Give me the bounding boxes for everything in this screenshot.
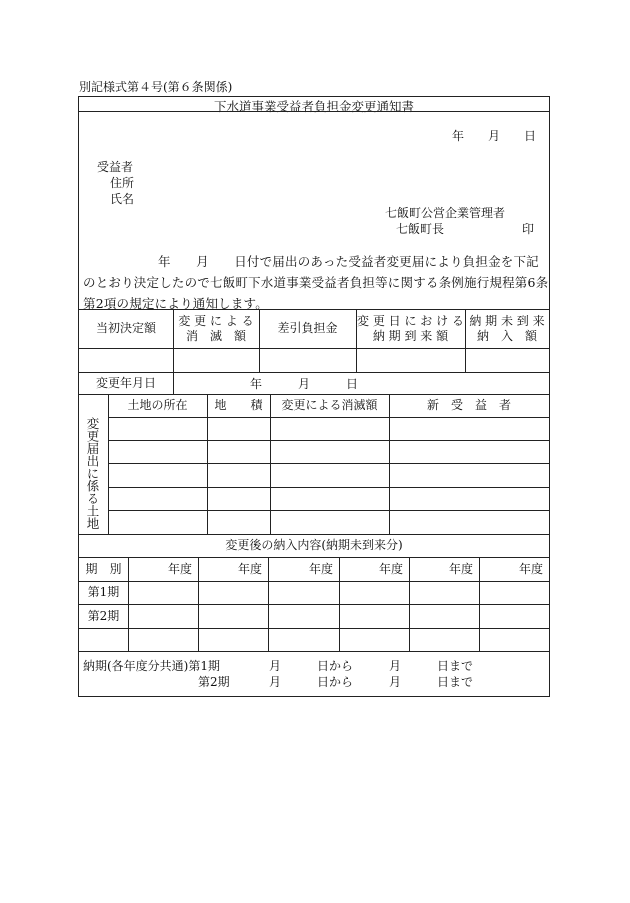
header-extinguished-line1: 変 更 に よ る bbox=[178, 313, 254, 328]
due-period-label bbox=[83, 660, 220, 672]
header-initial-amount: 当初決定額 bbox=[95, 321, 156, 335]
form-number: 別記様式第４号(第６条関係) bbox=[79, 80, 233, 94]
due-period-title: 納期(各年度分共通) bbox=[83, 659, 189, 673]
header-balance: 差引負担金 bbox=[277, 321, 338, 335]
notice-form bbox=[78, 96, 550, 697]
year-label: 年度 bbox=[308, 561, 333, 576]
header-unpaid-line1: 納 期 未 到 来 bbox=[469, 313, 545, 328]
date-line: 年 月 日 bbox=[452, 129, 537, 143]
rule bbox=[108, 440, 549, 441]
year-label: 年度 bbox=[518, 561, 543, 576]
land-header-extinguished: 変更による消滅額 bbox=[281, 398, 378, 412]
issuer-name: 七飯町長 bbox=[396, 222, 445, 236]
recipient-address: 住所 bbox=[110, 176, 135, 190]
issuer-title: 七飯町公営企業管理者 bbox=[385, 206, 506, 220]
year-label: 年度 bbox=[448, 561, 473, 576]
year-label: 年度 bbox=[237, 561, 262, 576]
header-due-line2: 納 期 到 来 額 bbox=[372, 328, 449, 343]
recipient-name: 氏名 bbox=[110, 192, 135, 206]
land-header-new-beneficiary: 新 受 益 者 bbox=[426, 398, 511, 412]
rule bbox=[79, 651, 549, 652]
header-extinguished-amount bbox=[173, 309, 259, 348]
header-extinguished-line2: 消 滅 額 bbox=[185, 328, 246, 343]
change-date-label: 変更年月日 bbox=[95, 375, 156, 390]
due-period-row1-label: 第1期 bbox=[188, 659, 221, 673]
schedule-title: 変更後の納入内容(納期未到来分) bbox=[225, 538, 403, 552]
rule bbox=[108, 417, 549, 418]
rule bbox=[108, 487, 549, 488]
change-date-value: 年 月 日 bbox=[250, 377, 359, 391]
rule bbox=[79, 348, 549, 349]
notice-body: 年 月 日付で届出のあった受益者変更届により負担金を下記のとおり決定したので七飯町下水道事業受益者負担等に関する条例施行規程第6条第2項の規定により通知します。 bbox=[83, 254, 549, 311]
recipient-label: 受益者 bbox=[97, 160, 134, 174]
due-period-row2-label: 第2期 bbox=[198, 675, 230, 689]
period-row-label: 第2期 bbox=[87, 608, 120, 623]
title-rule bbox=[79, 111, 549, 112]
land-header-area: 地 積 bbox=[214, 398, 263, 412]
rule bbox=[173, 372, 174, 394]
header-due-line1: 変 更 日 に お け る bbox=[357, 313, 464, 328]
period-row-label: 第1期 bbox=[87, 585, 120, 599]
period-label: 期 別 bbox=[85, 561, 122, 576]
seal-mark: 印 bbox=[522, 222, 535, 236]
rule bbox=[108, 510, 549, 511]
year-label: 年度 bbox=[167, 561, 192, 576]
land-side-label: 変更届出に係る土地 bbox=[85, 417, 100, 530]
due-period-row2-text: 月 日から 月 日まで bbox=[269, 675, 474, 689]
year-label: 年度 bbox=[378, 561, 403, 576]
land-header-location: 土地の所在 bbox=[127, 398, 188, 412]
rule bbox=[108, 463, 549, 464]
header-unpaid-amount bbox=[465, 309, 549, 348]
due-period-row1-text: 月 日から 月 日まで bbox=[269, 659, 474, 673]
header-unpaid-line2: 納 入 額 bbox=[476, 328, 537, 343]
header-due-amount bbox=[356, 309, 465, 348]
form-title: 下水道事業受益者負担金変更通知書 bbox=[213, 99, 414, 114]
